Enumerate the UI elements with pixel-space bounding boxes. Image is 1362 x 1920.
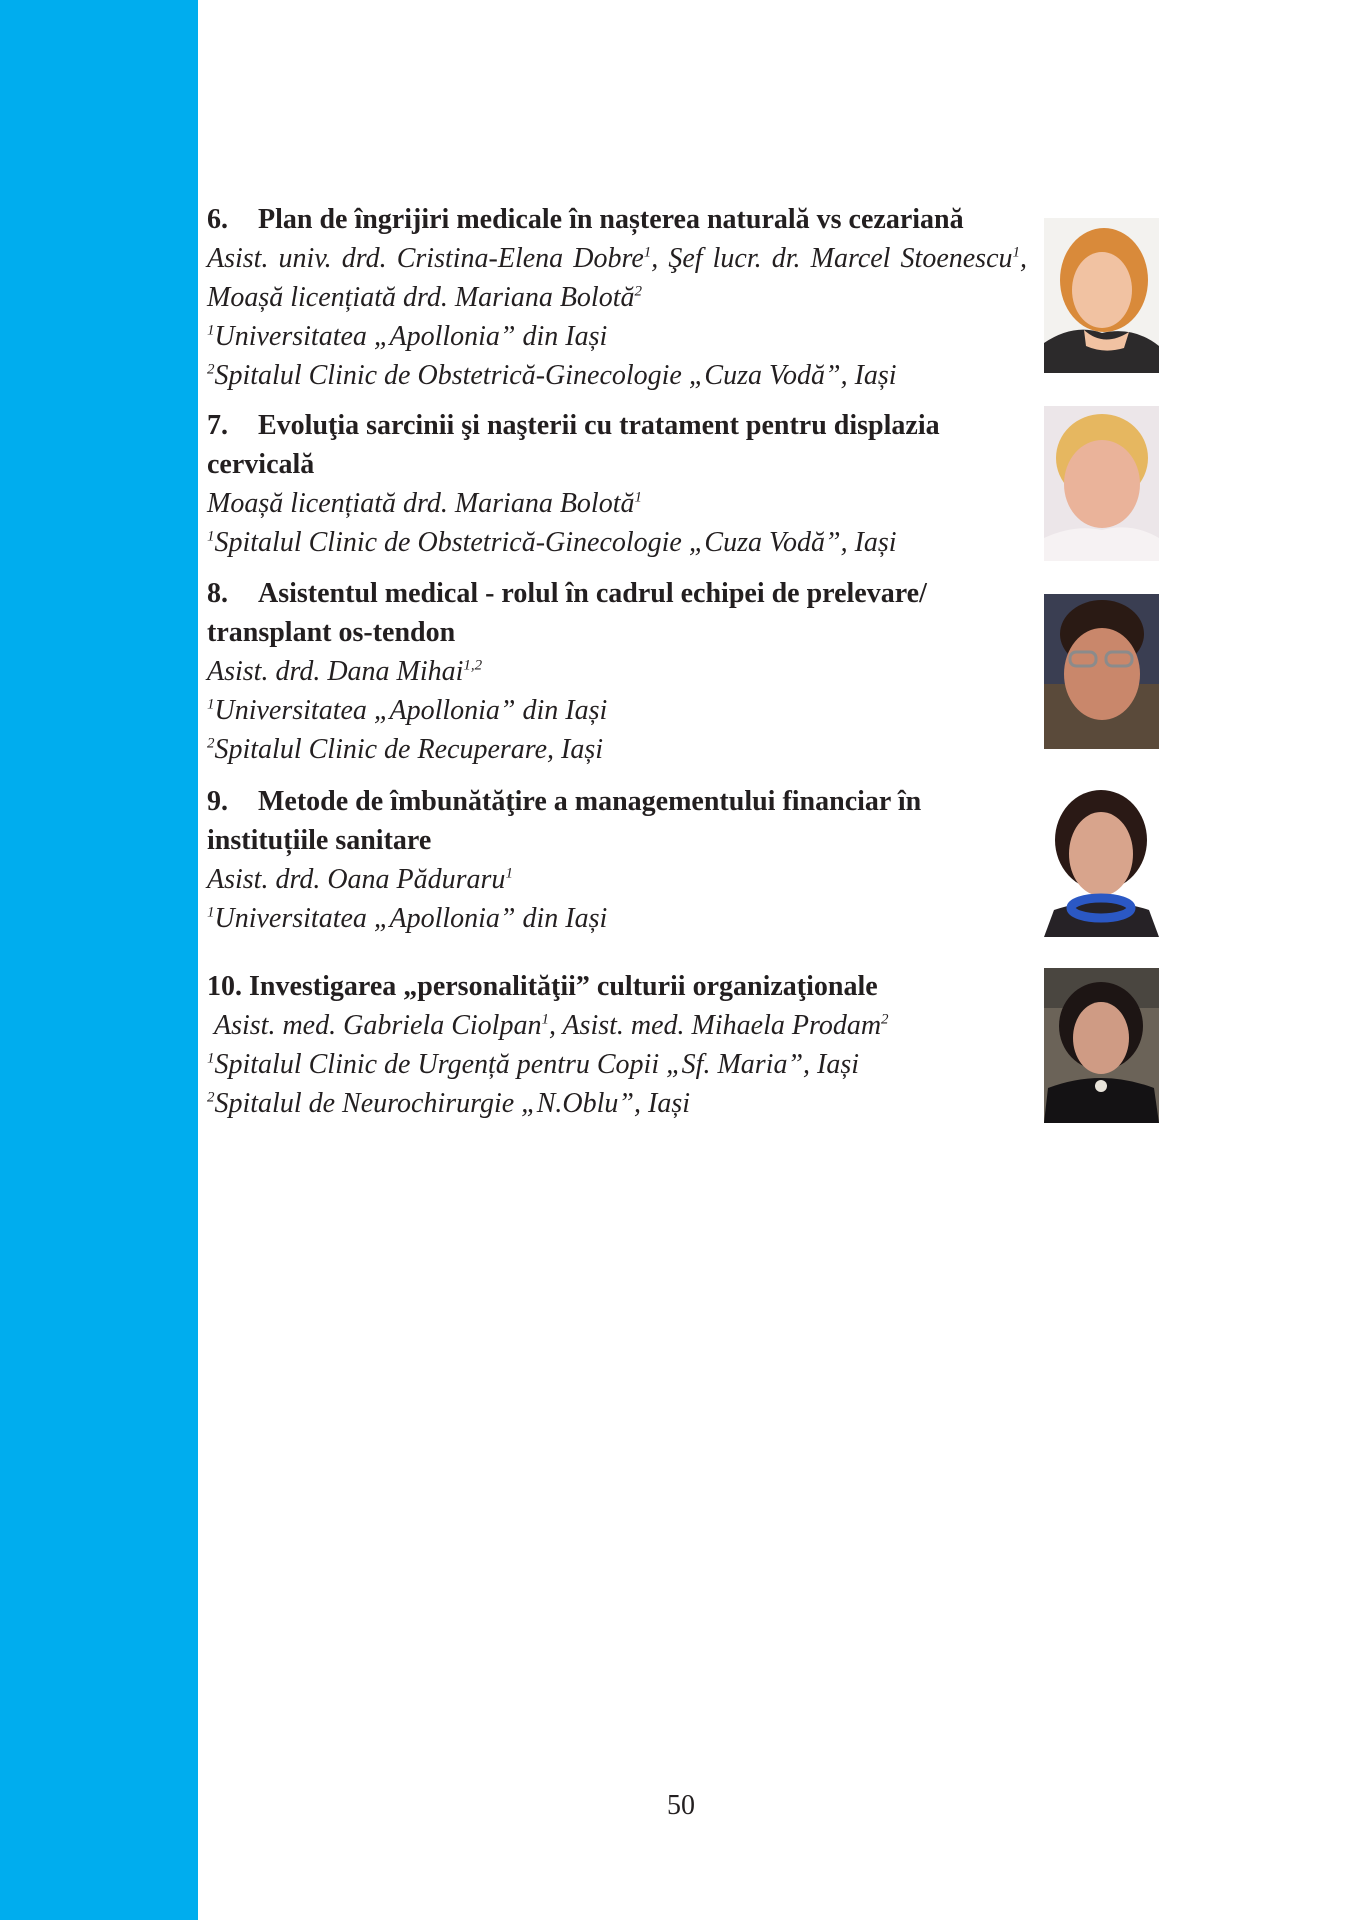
affiliation <box>207 1045 1027 1084</box>
affiliation <box>207 317 1027 356</box>
author-name: , Asist. med. Mihaela Prodam <box>548 1010 882 1041</box>
entry-7 <box>207 406 1027 562</box>
entry-title <box>207 782 1007 860</box>
affiliation <box>207 691 1027 730</box>
portrait-photo-8 <box>1044 594 1159 749</box>
page-number: 50 <box>667 1790 695 1821</box>
entry-title <box>207 574 1007 652</box>
author-affiliation-index: 1,2 <box>463 657 483 674</box>
portrait-photo-icon <box>1044 968 1159 1123</box>
affiliation-index: 1 <box>207 528 215 545</box>
affiliation-text: Spitalul Clinic de Obstetrică-Ginecologie „Cuza Vodă”, Iași <box>214 360 897 391</box>
affiliation-index: 1 <box>207 696 215 713</box>
portrait-photo-icon <box>1044 594 1159 749</box>
affiliation-text: Universitatea „Apollonia” din Iași <box>214 695 608 726</box>
entry-8 <box>207 574 1027 769</box>
author-affiliation-index: 1 <box>643 244 652 261</box>
affiliation-index: 2 <box>207 1089 215 1106</box>
author-name: Moașă licențiată drd. Mariana Bolotă <box>207 488 635 519</box>
author-name: Asist. drd. Oana Păduraru <box>207 864 506 895</box>
entry-authors <box>207 860 1027 899</box>
entry-authors <box>207 484 1027 523</box>
affiliation-text: Universitatea „Apollonia” din Iași <box>214 903 608 934</box>
entry-title-text: Asistentul medical - rolul în cadrul echipei de prelevare/ transplant os-tendon <box>207 578 927 648</box>
entry-number: 6. <box>207 204 228 235</box>
portrait-photo-9 <box>1044 782 1159 937</box>
entry-title <box>207 967 1027 1006</box>
entry-title-text: Metode de îmbunătăţire a managementului financiar în instituțiile sanitare <box>207 786 922 856</box>
entry-authors <box>207 1006 1027 1045</box>
entry-title-text: Plan de îngrijiri medicale în nașterea naturală vs cezariană <box>258 204 964 235</box>
entry-title <box>207 200 1027 239</box>
portrait-photo-icon <box>1044 218 1159 373</box>
entry-10 <box>207 967 1027 1123</box>
affiliation-text: Spitalul de Neurochirurgie „N.Oblu”, Iași <box>214 1088 690 1119</box>
affiliation <box>207 730 1027 769</box>
affiliation-index: 2 <box>207 735 215 752</box>
affiliation-index: 1 <box>207 904 215 921</box>
portrait-photo-10 <box>1044 968 1159 1123</box>
author-affiliation-index: 2 <box>634 283 642 300</box>
entry-number: 8. <box>207 578 228 609</box>
author-affiliation-index: 1 <box>1012 244 1021 261</box>
entry-authors <box>207 239 1027 317</box>
author-affiliation-index: 1 <box>505 865 513 882</box>
sidebar-band <box>0 0 198 1920</box>
affiliation-index: 1 <box>207 1050 215 1067</box>
entry-number: 9. <box>207 786 228 817</box>
author-name: Asist. med. Gabriela Ciolpan <box>214 1010 542 1041</box>
author-name: Asist. univ. drd. Cristina-Elena Dobre <box>207 243 644 274</box>
portrait-photo-icon <box>1044 406 1159 561</box>
author-name: Asist. drd. Dana Mihai <box>207 656 464 687</box>
author-name: , Şef lucr. dr. Marcel Stoenescu <box>651 243 1013 274</box>
affiliation <box>207 356 1027 395</box>
author-name: , Moașă licențiată drd. Mariana Bolotă <box>207 243 1028 313</box>
entry-number: 10. <box>207 971 242 1002</box>
affiliation-index: 2 <box>207 361 215 378</box>
affiliation-text: Spitalul Clinic de Urgență pentru Copii „Sf. Maria”, Iași <box>214 1049 860 1080</box>
affiliation-text: Universitatea „Apollonia” din Iași <box>214 321 608 352</box>
affiliation <box>207 1084 1027 1123</box>
entry-authors <box>207 652 1027 691</box>
entry-title-text: Evoluţia sarcinii şi naşterii cu tratament pentru displazia cervicală <box>207 410 940 480</box>
portrait-photo-6 <box>1044 218 1159 373</box>
entry-number: 7. <box>207 410 228 441</box>
author-affiliation-index: 1 <box>634 489 642 506</box>
entry-title-text: Investigarea „personalităţii” culturii organizaţionale <box>249 971 878 1002</box>
author-affiliation-index: 1 <box>541 1011 549 1028</box>
affiliation-index: 1 <box>207 322 215 339</box>
entry-6 <box>207 200 1027 395</box>
affiliation-text: Spitalul Clinic de Obstetrică-Ginecologie „Cuza Vodă”, Iași <box>214 527 897 558</box>
affiliation-text: Spitalul Clinic de Recuperare, Iași <box>214 734 604 765</box>
affiliation <box>207 899 1027 938</box>
portrait-photo-7 <box>1044 406 1159 561</box>
affiliation <box>207 523 1027 562</box>
portrait-photo-icon <box>1044 782 1159 937</box>
author-affiliation-index: 2 <box>881 1011 889 1028</box>
entry-title <box>207 406 1007 484</box>
entry-9 <box>207 782 1027 938</box>
